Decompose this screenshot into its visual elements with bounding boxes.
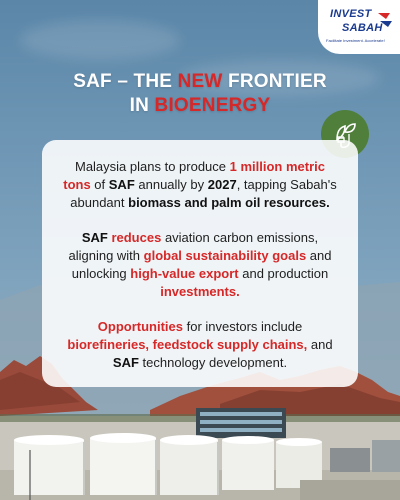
bold-text: 2027 [207,177,237,192]
logo-text-invest: INVEST [330,8,372,20]
highlight-text: reduces [107,230,162,245]
paragraph-opportunities [60,318,340,372]
highlight-text: Opportunities [97,319,183,334]
logo-text-sabah: SABAH [342,22,383,34]
text: annually by [134,177,208,192]
text: Malaysia plans to produce [74,159,230,174]
title-accent-new: NEW [177,71,223,92]
highlight-text: global sustainability goals [143,248,307,263]
bold-text: SAF [81,230,108,245]
logo-tagline: Facilitate Investment. Accelerate! [326,38,385,43]
bold-text: SAF [108,177,135,192]
highlight-text: 1 million metric tons [63,159,326,192]
text: and unlocking [71,248,332,281]
paragraph-emissions [60,229,340,301]
text: and [307,337,333,352]
text: technology development. [138,355,288,370]
title-text: IN [129,95,155,116]
text: aviation carbon emissions, aligning with [68,230,319,263]
text: of [90,177,109,192]
invest-sabah-logo [318,0,400,54]
highlight-text: investments. [160,284,240,299]
highlight-text: high-value export [130,266,239,281]
bold-text: biomass and palm oil resources. [128,195,330,210]
title-text: FRONTIER [222,71,327,92]
text: and production [238,266,329,281]
logo-arrow-icon [376,9,394,31]
text: for investors include [182,319,303,334]
title-accent-bioenergy: BIOENERGY [154,95,271,116]
paragraph-production-target [60,158,340,212]
text: , tapping Sabah's abundant [70,177,337,210]
bold-text: SAF [112,355,139,370]
title-text: SAF – THE [73,71,178,92]
highlight-text: biorefineries, feedstock supply chains, [67,337,308,352]
